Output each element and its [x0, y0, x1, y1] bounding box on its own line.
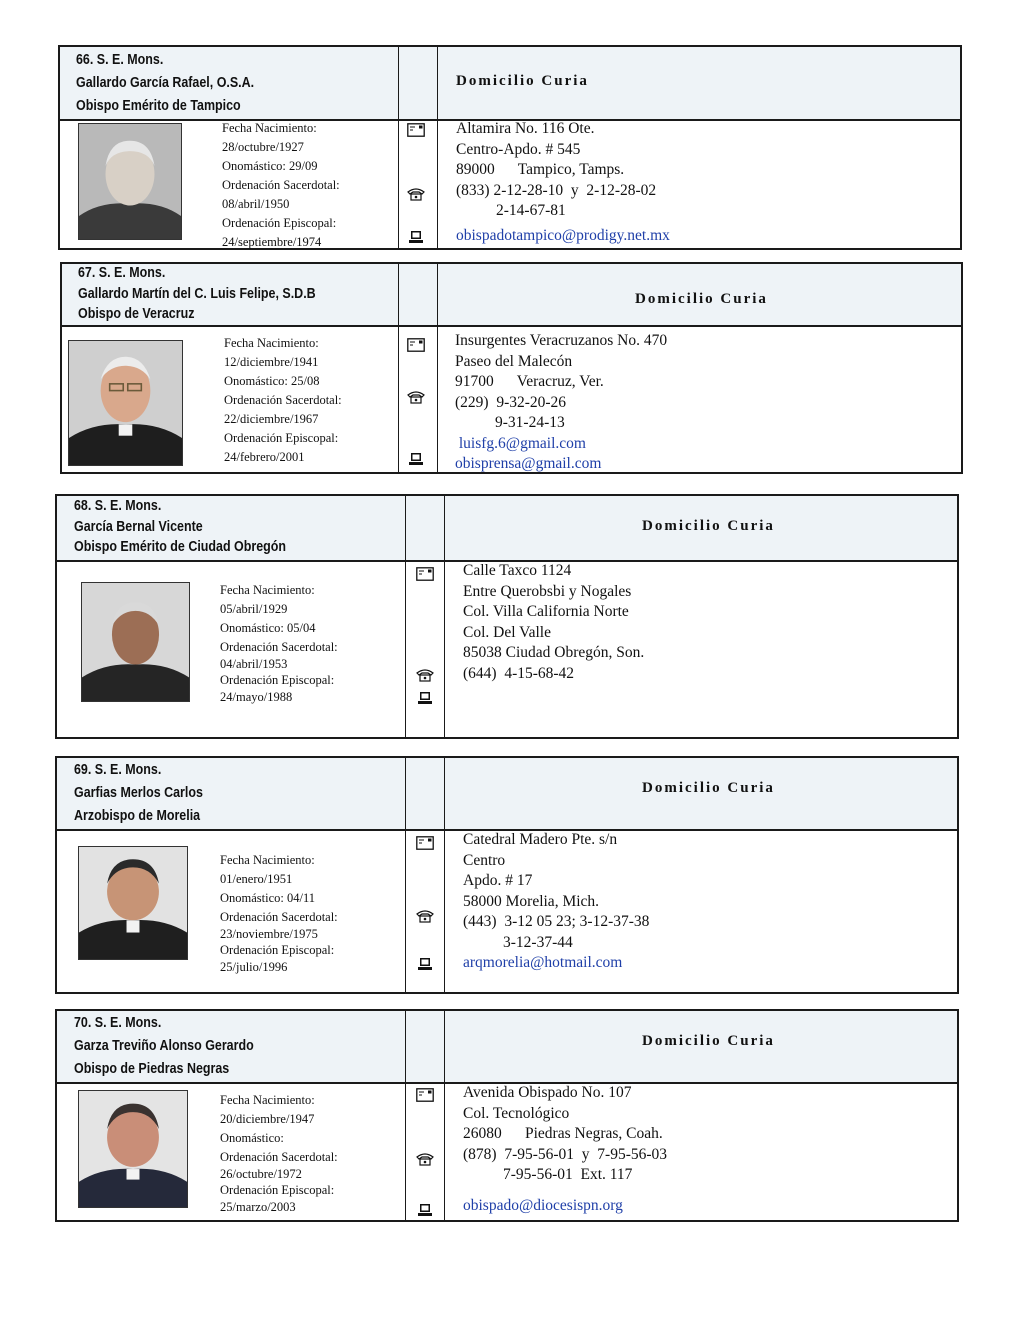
bishop-title: Arzobispo de Morelia: [74, 808, 201, 824]
bishop-name: Gallardo Martín del C. Luis Felipe, S.D.B: [78, 285, 316, 302]
phone-line-extra: 3-12-37-44: [503, 933, 573, 951]
bishop-title: Obispo de Piedras Negras: [74, 1061, 230, 1077]
bishop-card-67: [60, 262, 963, 474]
birth-label: Fecha Nacimiento:: [224, 336, 319, 350]
email-link[interactable]: luisfg.6@gmail.com: [455, 434, 586, 452]
bishop-photo: [78, 1090, 188, 1208]
priest-ordination-date: 26/octubre/1972: [220, 1166, 302, 1181]
bishop-ordination-date: 25/julio/1996: [220, 959, 288, 974]
bishop-ordination-date: 24/febrero/2001: [224, 450, 305, 464]
bio-details: [220, 582, 338, 705]
birth-label: Fecha Nacimiento:: [220, 1093, 315, 1107]
phone-icon: [416, 668, 434, 682]
phone-line-extra: 7-95-56-01 Ext. 117: [503, 1166, 633, 1183]
priest-ordination-label: Ordenación Sacerdotal:: [222, 178, 340, 192]
priest-ordination-label: Ordenación Sacerdotal:: [220, 1150, 338, 1164]
birth-label: Fecha Nacimiento:: [220, 853, 315, 867]
bishop-card-70: [55, 1009, 959, 1222]
bishop-name: Garfias Merlos Carlos: [74, 785, 203, 801]
bishop-photo: [78, 846, 188, 960]
curia-address: [463, 1083, 667, 1216]
email-link[interactable]: arqmorelia@hotmail.com: [463, 954, 623, 971]
address-line: Apdo. # 17: [463, 872, 533, 889]
entry-number: 68. S. E. Mons.: [74, 498, 162, 514]
priest-ordination-label: Ordenación Sacerdotal:: [224, 393, 342, 407]
email-link[interactable]: obispadotampico@prodigy.net.mx: [456, 226, 670, 244]
bishop-ordination-date: 24/mayo/1988: [220, 689, 293, 704]
bishop-title: Obispo Emérito de Tampico: [76, 98, 241, 114]
curia-title: Domicilio Curia: [456, 73, 589, 89]
bishop-name: García Bernal Vicente: [74, 518, 203, 535]
address-line: Entre Querobsbi y Nogales: [463, 582, 632, 600]
bishop-ordination-label: Ordenación Episcopal:: [220, 1183, 335, 1197]
bishop-card-68: [55, 494, 959, 739]
bio-details: [220, 852, 338, 975]
computer-icon: [416, 957, 434, 971]
bishop-heading: [76, 49, 254, 118]
curia-address: [456, 119, 670, 246]
address-line: Col. Tecnológico: [463, 1104, 570, 1122]
computer-icon: [416, 691, 434, 705]
bishop-photo: [81, 582, 190, 702]
bio-details: [224, 334, 342, 467]
birth-date: 28/octubre/1927: [222, 140, 304, 154]
curia-address: [463, 561, 644, 684]
onomastic: Onomástico: 29/09: [222, 159, 318, 173]
bishop-ordination-date: 24/septiembre/1974: [222, 235, 322, 249]
bishop-ordination-date: 25/marzo/2003: [220, 1199, 296, 1214]
bishop-title: Obispo de Veracruz: [78, 306, 195, 322]
priest-ordination-date: 23/noviembre/1975: [220, 926, 318, 941]
phone-icon: [416, 909, 434, 923]
phone-line: (443) 3-12 05 23; 3-12-37-38: [463, 913, 650, 930]
address-line: Altamira No. 116 Ote.: [456, 120, 595, 137]
address-line: Paseo del Malecón: [455, 352, 573, 370]
birth-date: 01/enero/1951: [220, 872, 293, 886]
onomastic: Onomástico:: [220, 1131, 284, 1145]
envelope-icon: [407, 338, 425, 352]
curia-address: [463, 830, 649, 974]
birth-label: Fecha Nacimiento:: [220, 583, 315, 597]
phone-line: (833) 2-12-28-10 y 2-12-28-02: [456, 181, 657, 199]
envelope-icon: [416, 836, 434, 850]
address-line: 91700 Veracruz, Ver.: [455, 373, 604, 390]
birth-date: 05/abril/1929: [220, 602, 288, 616]
entry-number: 66. S. E. Mons.: [76, 52, 164, 68]
onomastic: Onomástico: 05/04: [220, 621, 316, 635]
address-line: 89000 Tampico, Tamps.: [456, 161, 625, 178]
phone-line-extra: 9-31-24-13: [495, 414, 565, 431]
bishop-heading: [78, 263, 316, 325]
phone-line-extra: 2-14-67-81: [496, 202, 566, 219]
computer-icon: [407, 452, 425, 466]
entry-number: 69. S. E. Mons.: [74, 762, 162, 778]
curia-address: [455, 331, 667, 475]
curia-title: Domicilio Curia: [642, 1033, 775, 1049]
bio-details: [220, 1092, 338, 1215]
bishop-card-69: [55, 756, 959, 994]
entry-number: 70. S. E. Mons.: [74, 1015, 162, 1031]
onomastic: Onomástico: 25/08: [224, 374, 320, 388]
priest-ordination-date: 04/abril/1953: [220, 656, 288, 671]
email-link[interactable]: obisprensa@gmail.com: [455, 455, 602, 472]
phone-icon: [407, 187, 425, 201]
curia-title: Domicilio Curia: [635, 291, 768, 307]
birth-date: 12/diciembre/1941: [224, 355, 319, 369]
priest-ordination-label: Ordenación Sacerdotal:: [220, 640, 338, 654]
priest-ordination-label: Ordenación Sacerdotal:: [220, 910, 338, 924]
phone-line: (878) 7-95-56-01 y 7-95-56-03: [463, 1145, 668, 1163]
address-line: Catedral Madero Pte. s/n: [463, 831, 618, 848]
onomastic: Onomástico: 04/11: [220, 891, 316, 905]
bishop-photo: [68, 340, 183, 466]
bishop-name: Gallardo García Rafael, O.S.A.: [76, 75, 255, 91]
address-line: 26080 Piedras Negras, Coah.: [463, 1125, 663, 1142]
address-line: Insurgentes Veracruzanos No. 470: [455, 332, 668, 349]
envelope-icon: [416, 1088, 434, 1102]
address-line: Col. Villa California Norte: [463, 603, 629, 620]
birth-date: 20/diciembre/1947: [220, 1112, 315, 1126]
bishop-heading: [74, 1012, 254, 1081]
bio-details: [222, 119, 340, 252]
computer-icon: [416, 1203, 434, 1217]
envelope-icon: [416, 567, 434, 581]
address-line: Centro: [463, 851, 506, 869]
phone-line: (229) 9-32-20-26: [455, 393, 567, 411]
birth-label: Fecha Nacimiento:: [222, 121, 317, 135]
computer-icon: [407, 230, 425, 244]
bishop-ordination-label: Ordenación Episcopal:: [220, 943, 335, 957]
bishop-heading: [74, 759, 203, 828]
address-line: Calle Taxco 1124: [463, 562, 572, 579]
entry-number: 67. S. E. Mons.: [78, 265, 166, 281]
bishop-ordination-label: Ordenación Episcopal:: [220, 673, 335, 687]
priest-ordination-date: 08/abril/1950: [222, 197, 290, 211]
address-line: Centro-Apdo. # 545: [456, 140, 581, 158]
address-line: 58000 Morelia, Mich.: [463, 892, 600, 910]
phone-icon: [407, 390, 425, 404]
phone-icon: [416, 1152, 434, 1166]
bishop-title: Obispo Emérito de Ciudad Obregón: [74, 539, 287, 555]
address-line: 85038 Ciudad Obregón, Son.: [463, 644, 645, 661]
bishop-photo: [78, 123, 182, 240]
phone-line: (644) 4-15-68-42: [463, 664, 575, 682]
bishop-name: Garza Treviño Alonso Gerardo: [74, 1038, 254, 1054]
bishop-ordination-label: Ordenación Episcopal:: [224, 431, 339, 445]
envelope-icon: [407, 123, 425, 137]
bishop-heading: [74, 496, 286, 558]
address-line: Avenida Obispado No. 107: [463, 1084, 632, 1101]
curia-title: Domicilio Curia: [642, 518, 775, 534]
curia-title: Domicilio Curia: [642, 780, 775, 796]
address-line: Col. Del Valle: [463, 623, 551, 641]
priest-ordination-date: 22/diciembre/1967: [224, 412, 319, 426]
bishop-ordination-label: Ordenación Episcopal:: [222, 216, 337, 230]
email-link[interactable]: obispado@diocesispn.org: [463, 1196, 623, 1214]
bishop-card-66: [58, 45, 962, 250]
